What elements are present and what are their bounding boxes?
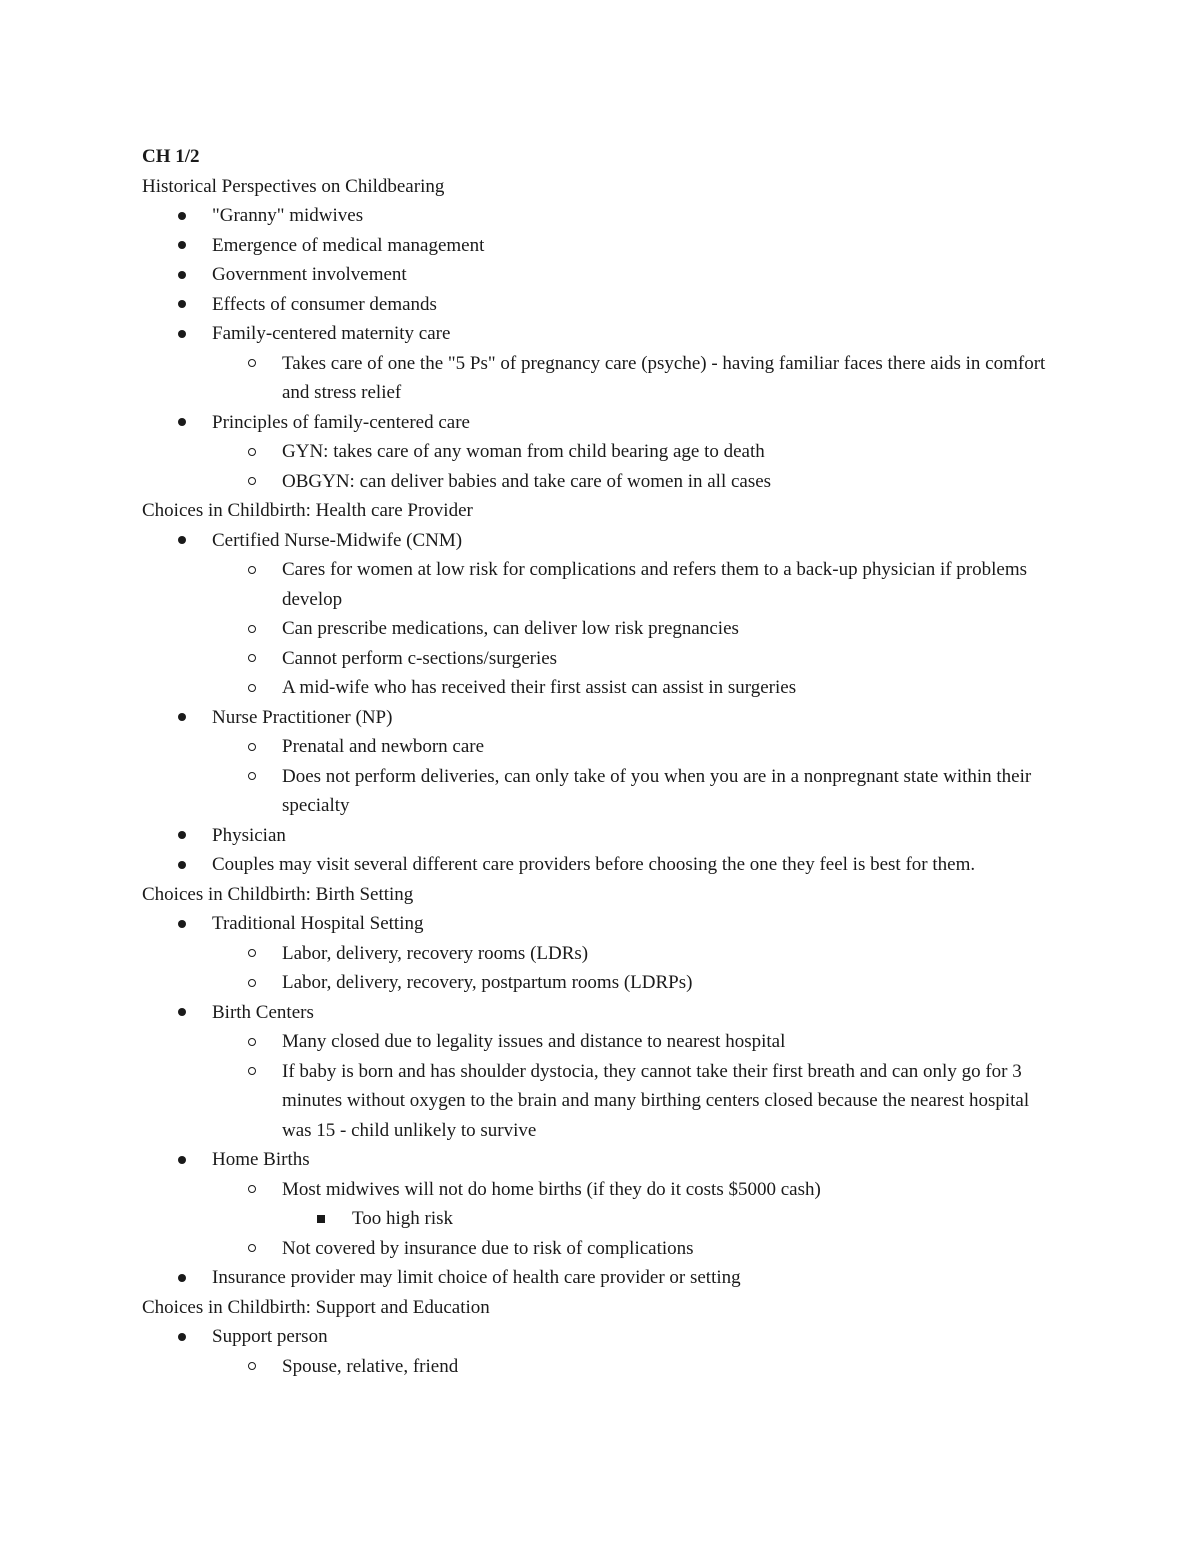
list-item [142, 1057, 1062, 1146]
circle-bullet-icon [248, 732, 256, 762]
nested-list [142, 939, 1062, 998]
list-item [142, 998, 1062, 1028]
list-item [142, 614, 1062, 644]
section-heading: Choices in Childbirth: Health care Provider [142, 500, 473, 521]
nested-list [142, 437, 1062, 496]
list-item-text: Birth Centers [212, 1001, 314, 1023]
list-item [142, 467, 1062, 497]
circle-bullet-icon [248, 644, 256, 674]
list-item [142, 673, 1062, 703]
list-level-1 [142, 1322, 1062, 1381]
list-item-text: Physician [212, 824, 286, 846]
nested-list [142, 555, 1062, 703]
list-item-text: Family-centered maternity care [212, 323, 451, 344]
list-item [142, 349, 1062, 408]
disc-bullet-icon [178, 821, 186, 851]
disc-bullet-icon [178, 290, 186, 320]
disc-bullet-icon [178, 231, 186, 261]
section [142, 880, 1062, 1293]
list-item [142, 1234, 1062, 1264]
circle-bullet-icon [248, 1234, 256, 1264]
list-level-1 [142, 526, 1062, 880]
nested-list [142, 349, 1062, 408]
list-level-2 [142, 1352, 1062, 1382]
list-item-text: Most midwives will not do home births (if they do it costs $5000 cash) [282, 1178, 821, 1200]
nested-list [142, 1204, 1062, 1234]
disc-bullet-icon [178, 526, 186, 556]
circle-bullet-icon [248, 1175, 256, 1205]
list-item [142, 231, 1062, 261]
list-item-text: Emergence of medical management [212, 234, 485, 256]
circle-bullet-icon [248, 1352, 256, 1382]
list-level-1 [142, 909, 1062, 1293]
circle-bullet-icon [248, 349, 256, 379]
list-item [142, 526, 1062, 556]
disc-bullet-icon [178, 909, 186, 939]
list-item [142, 968, 1062, 998]
list-item-text: Can prescribe medications, can deliver low risk pregnancies [282, 618, 739, 639]
list-item [142, 1352, 1062, 1382]
document-body [142, 142, 1062, 1381]
list-item-text: Certified Nurse-Midwife (CNM) [212, 529, 463, 551]
section-heading: Historical Perspectives on Childbearing [142, 175, 445, 197]
list-item [142, 408, 1062, 438]
document-title: CH 1/2 [142, 146, 200, 167]
sections-container [142, 172, 1062, 1382]
disc-bullet-icon [178, 1263, 186, 1293]
nested-list [142, 732, 1062, 821]
list-item-text: If baby is born and has shoulder dystocia, they cannot take their first breath and can only go for 3 minutes without oxygen to the brain and many birthing centers closed because the nearest hospital was 15 - child unlikely to survive [282, 1060, 1030, 1141]
list-item-text: Cannot perform c-sections/surgeries [282, 647, 558, 669]
list-item-text: Labor, delivery, recovery rooms (LDRs) [282, 942, 589, 964]
circle-bullet-icon [248, 467, 256, 497]
list-item [142, 1027, 1062, 1057]
list-item-text: Effects of consumer demands [212, 293, 437, 315]
disc-bullet-icon [178, 998, 186, 1028]
list-item-text: Government involvement [212, 264, 407, 285]
disc-bullet-icon [178, 703, 186, 733]
list-item-text: Couples may visit several different care providers before choosing the one they feel is best for them. [212, 854, 976, 875]
list-item-text: Takes care of one the "5 Ps" of pregnancy care (psyche) - having familiar faces there aids in comfort and stress relief [282, 352, 1046, 403]
list-item-text: Prenatal and newborn care [282, 736, 485, 757]
circle-bullet-icon [248, 1057, 256, 1087]
list-item [142, 939, 1062, 969]
section [142, 172, 1062, 497]
list-item [142, 1263, 1062, 1293]
disc-bullet-icon [178, 319, 186, 349]
list-item-text: Cares for women at low risk for complications and refers them to a back-up physician if problems develop [282, 559, 1028, 610]
list-item [142, 732, 1062, 762]
nested-list [142, 1027, 1062, 1145]
list-item-text: Principles of family-centered care [212, 411, 470, 433]
list-item [142, 1322, 1062, 1352]
section-heading: Choices in Childbirth: Birth Setting [142, 883, 414, 905]
disc-bullet-icon [178, 850, 186, 880]
list-level-2 [142, 939, 1062, 998]
list-item-text: Many closed due to legality issues and distance to nearest hospital [282, 1031, 786, 1052]
list-item [142, 644, 1062, 674]
list-item-text: Support person [212, 1326, 328, 1347]
circle-bullet-icon [248, 1027, 256, 1057]
square-bullet-icon [317, 1204, 325, 1234]
circle-bullet-icon [248, 614, 256, 644]
list-item [142, 201, 1062, 231]
section [142, 496, 1062, 880]
list-level-2 [142, 437, 1062, 496]
list-level-1 [142, 201, 1062, 496]
list-item-text: Insurance provider may limit choice of health care provider or setting [212, 1267, 741, 1288]
circle-bullet-icon [248, 762, 256, 792]
list-level-2 [142, 349, 1062, 408]
list-level-2 [142, 732, 1062, 821]
list-level-2 [142, 1175, 1062, 1264]
list-item-text: GYN: takes care of any woman from child bearing age to death [282, 441, 765, 462]
circle-bullet-icon [248, 968, 256, 998]
list-item [142, 1175, 1062, 1205]
list-item-text: Labor, delivery, recovery, postpartum rooms (LDRPs) [282, 972, 693, 993]
list-item-text: Spouse, relative, friend [282, 1355, 459, 1377]
list-item [142, 850, 1062, 880]
list-item-text: Home Births [212, 1149, 310, 1170]
section [142, 1293, 1062, 1382]
list-item [142, 909, 1062, 939]
list-item-text: A mid-wife who has received their first assist can assist in surgeries [282, 677, 797, 698]
list-item-text: "Granny" midwives [212, 205, 364, 226]
list-item-text: Not covered by insurance due to risk of complications [282, 1237, 694, 1259]
circle-bullet-icon [248, 673, 256, 703]
list-item [142, 260, 1062, 290]
nested-list [142, 1352, 1062, 1382]
list-item [142, 437, 1062, 467]
disc-bullet-icon [178, 1145, 186, 1175]
circle-bullet-icon [248, 437, 256, 467]
circle-bullet-icon [248, 939, 256, 969]
circle-bullet-icon [248, 555, 256, 585]
list-item [142, 290, 1062, 320]
disc-bullet-icon [178, 1322, 186, 1352]
list-level-2 [142, 1027, 1062, 1145]
list-item [142, 319, 1062, 349]
nested-list [142, 1175, 1062, 1264]
list-item [142, 703, 1062, 733]
list-item [142, 821, 1062, 851]
list-item [142, 1145, 1062, 1175]
list-level-3 [142, 1204, 1062, 1234]
list-item-text: Traditional Hospital Setting [212, 913, 424, 934]
disc-bullet-icon [178, 201, 186, 231]
disc-bullet-icon [178, 260, 186, 290]
section-heading: Choices in Childbirth: Support and Education [142, 1296, 490, 1318]
list-item-text: Nurse Practitioner (NP) [212, 706, 393, 728]
disc-bullet-icon [178, 408, 186, 438]
list-item-text: Does not perform deliveries, can only take of you when you are in a nonpregnant state within their specialty [282, 765, 1032, 816]
list-item-text: Too high risk [352, 1208, 454, 1229]
list-level-2 [142, 555, 1062, 703]
list-item [142, 762, 1062, 821]
list-item-text: OBGYN: can deliver babies and take care of women in all cases [282, 470, 772, 492]
list-item [142, 1204, 1062, 1234]
list-item [142, 555, 1062, 614]
